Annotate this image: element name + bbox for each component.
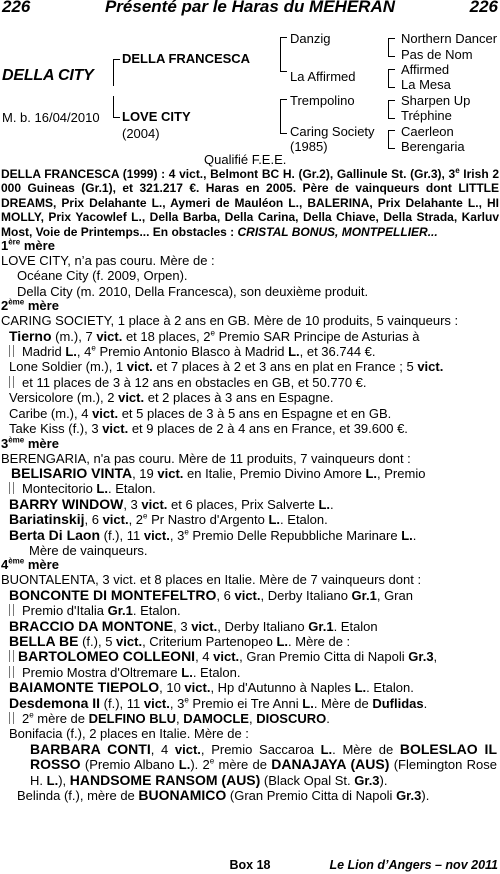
belisario-entry-cont: Montecitorio L.. Etalon. [1,481,499,496]
bracket-sire [280,37,287,72]
tierno-entry-cont: Madrid L., 4e Premio Antonio Blasco à Madrid L., et 36.744 €. [1,344,499,359]
tierno-entry: Tierno (m.), 7 vict. et 18 places, 2e Premio SAR Principe de Asturias à [9,327,420,344]
bonifacia-entry: Bonifacia (f.), 2 places en Italie. Mère de : [9,726,249,742]
bracket-dam [280,99,287,134]
ggs-8: Berengaria [401,139,465,154]
bonconte-entry-cont: Premio d'Italia Gr.1. Etalon. [1,603,499,618]
page-header [2,0,498,19]
page-footer [0,856,500,874]
braccio-entry: BRACCIO DA MONTONE, 3 vict., Derby Italiano Gr.1. Etalon [9,617,378,634]
barbara-conti-entry: BARBARA CONTI, 4 vict., Premio Saccaroa L.. Mère de BOLESLAO IL ROSSO (Premio Albano L.). 2e mère de DANAJAYA (AUS) (Flemington Rose H. L.), HANDSOME RANSOM (AUS) (Black Opal St. Gr.3). [30,740,497,788]
bonconte-entry: BONCONTE DI MONTEFELTRO, 6 vict., Derby Italiano Gr.1, Gran [9,586,413,603]
caribe-entry: Caribe (m.), 4 vict. et 5 places de 3 à 5 ans en Espagne et en GB. [9,405,392,421]
ggs-1: Northern Dancer [401,31,498,46]
catalogue-body [1,167,499,803]
bariatinskij-entry: Bariatinskij, 6 vict., 2e Pr Nastro d'Argento L.. Etalon. [9,511,328,528]
bracket-horse-top [113,59,120,86]
box-number: Box 18 [229,858,271,872]
bracket-horse-bottom [113,96,120,118]
qualification: Qualifié F.E.E. [204,152,287,167]
versicolore-entry: Versicolore (m.), 2 vict. et 2 places à 3 ans en Espagne. [9,390,334,406]
gs-1: Danzig [290,31,331,46]
bracket-gs4 [388,130,395,149]
lone-soldier-entry: Lone Soldier (m.), 1 vict. et 7 places à 2 et 3 ans en plat en France ; 5 vict. [9,359,444,375]
horse-info: M. b. 16/04/2010 [2,110,100,125]
ggs-7: Caerleon [401,124,454,139]
sire-paragraph: DELLA FRANCESCA (1999) : 4 vict., Belmont BC H. (Gr.2), Gallinule St. (Gr.3), 3e Irish 2 000 Guineas (Gr.1), et 321.217 €. Haras en 2005. Père de vainqueurs dont LITTLE DREAMS, Prix Delahante L., Aymeri de Mauléon L., BALERINA, Prix Delahante L., HI MOLLY, Prix Yacowlef L., Della Barba, Della Carina, Della Chiave, Della Strada, Karluv Most, Voie de Printemps... En obstacles : CRISTAL BONUS, MONTPELLIER... [1,166,499,239]
fourth-dam: BUONTALENTA, 3 vict. et 8 places en Italie. Mère de 7 vainqueurs dont : [1,572,422,588]
lone-soldier-entry-cont: et 11 places de 3 à 12 ans en obstacles en GB, et 50.770 €. [1,375,499,390]
heading-2nd-dam: 2ème mère [1,297,59,314]
consignor-title: Présenté par le Haras du MEHERAN [104,0,396,16]
bella-be-entry: BELLA BE (f.), 5 vict., Criterium Partenopeo L.. Mère de : [9,632,351,649]
ggs-6: Tréphine [401,108,452,123]
desdemona-entry: Desdemona II (f.), 11 vict., 3e Premio ei Tre Anni L.. Mère de Duflidas. [9,694,428,711]
third-dam: BERENGARIA, n'a pas couru. Mère de 11 produits, 7 vainqueurs dont : [1,450,411,466]
dam-year: (2004) [122,126,160,141]
lot-number-right: 226 [469,0,498,16]
berta-entry: Berta Di Laon (f.), 11 vict., 3e Premio Delle Repubbliche Marinare L.. [9,526,417,543]
gs-3: Trempolino [290,93,355,108]
dam-name: LOVE CITY [122,109,191,124]
heading-4th-dam: 4ème mère [1,557,59,573]
bracket-gs2 [388,69,395,88]
produce-2: Della City (m. 2010, Della Francesca), son deuxième produit. [17,283,369,299]
first-dam: LOVE CITY, n’a pas couru. Mère de : [1,253,215,269]
second-dam: CARING SOCIETY, 1 place à 2 ans en GB. Mère de 10 produits, 5 vainqueurs : [1,313,459,329]
horse-name: DELLA CITY [2,67,94,84]
belinda-entry: Belinda (f.), mère de BUONAMICO (Gran Premio Citta di Napoli Gr.3). [17,787,430,804]
bracket-gs3 [388,100,395,119]
berta-entry-cont: Mère de vainqueurs. [29,542,148,558]
belisario-entry: BELISARIO VINTA, 19 vict. en Italie, Premio Divino Amore L., Premio [11,464,426,481]
heading-1st-dam: 1ère mère [1,237,55,254]
bartolomeo-entry-cont: Premio Mostra d'Oltremare L.. Etalon. [1,665,499,680]
ggs-2: Pas de Nom [401,47,473,62]
ggs-5: Sharpen Up [401,93,471,108]
ggs-3: Affirmed [401,62,450,77]
ggs-4: La Mesa [401,77,451,92]
take-kiss-entry: Take Kiss (f.), 3 vict. et 9 places de 2 à 4 ans en France, et 39.600 €. [9,421,408,437]
bartolomeo-entry: BARTOLOMEO COLLEONI, 4 vict., Gran Premio Citta di Napoli Gr.3, [1,649,499,664]
sale-credit: Le Lion d’Angers – nov 2011 [329,858,498,872]
lot-number-left: 226 [2,0,31,16]
gs-4-year: (1985) [290,139,328,154]
sire-name: DELLA FRANCESCA [122,51,251,66]
gs-4: Caring Society [290,124,375,139]
heading-3rd-dam: 3ème mère [1,435,59,451]
bracket-gs1 [388,38,395,57]
baiamonte-entry: BAIAMONTE TIEPOLO, 10 vict., Hp d'Autunno à Naples L.. Etalon. [9,679,414,696]
gs-2: La Affirmed [290,69,356,84]
barry-window-entry: BARRY WINDOW, 3 vict. et 6 places, Prix Salverte L.. [9,495,334,512]
desdemona-entry-cont: 2e mère de DELFINO BLU, DAMOCLE, DIOSCURO. [1,711,499,726]
produce-1: Océane City (f. 2009, Orpen). [17,268,188,284]
